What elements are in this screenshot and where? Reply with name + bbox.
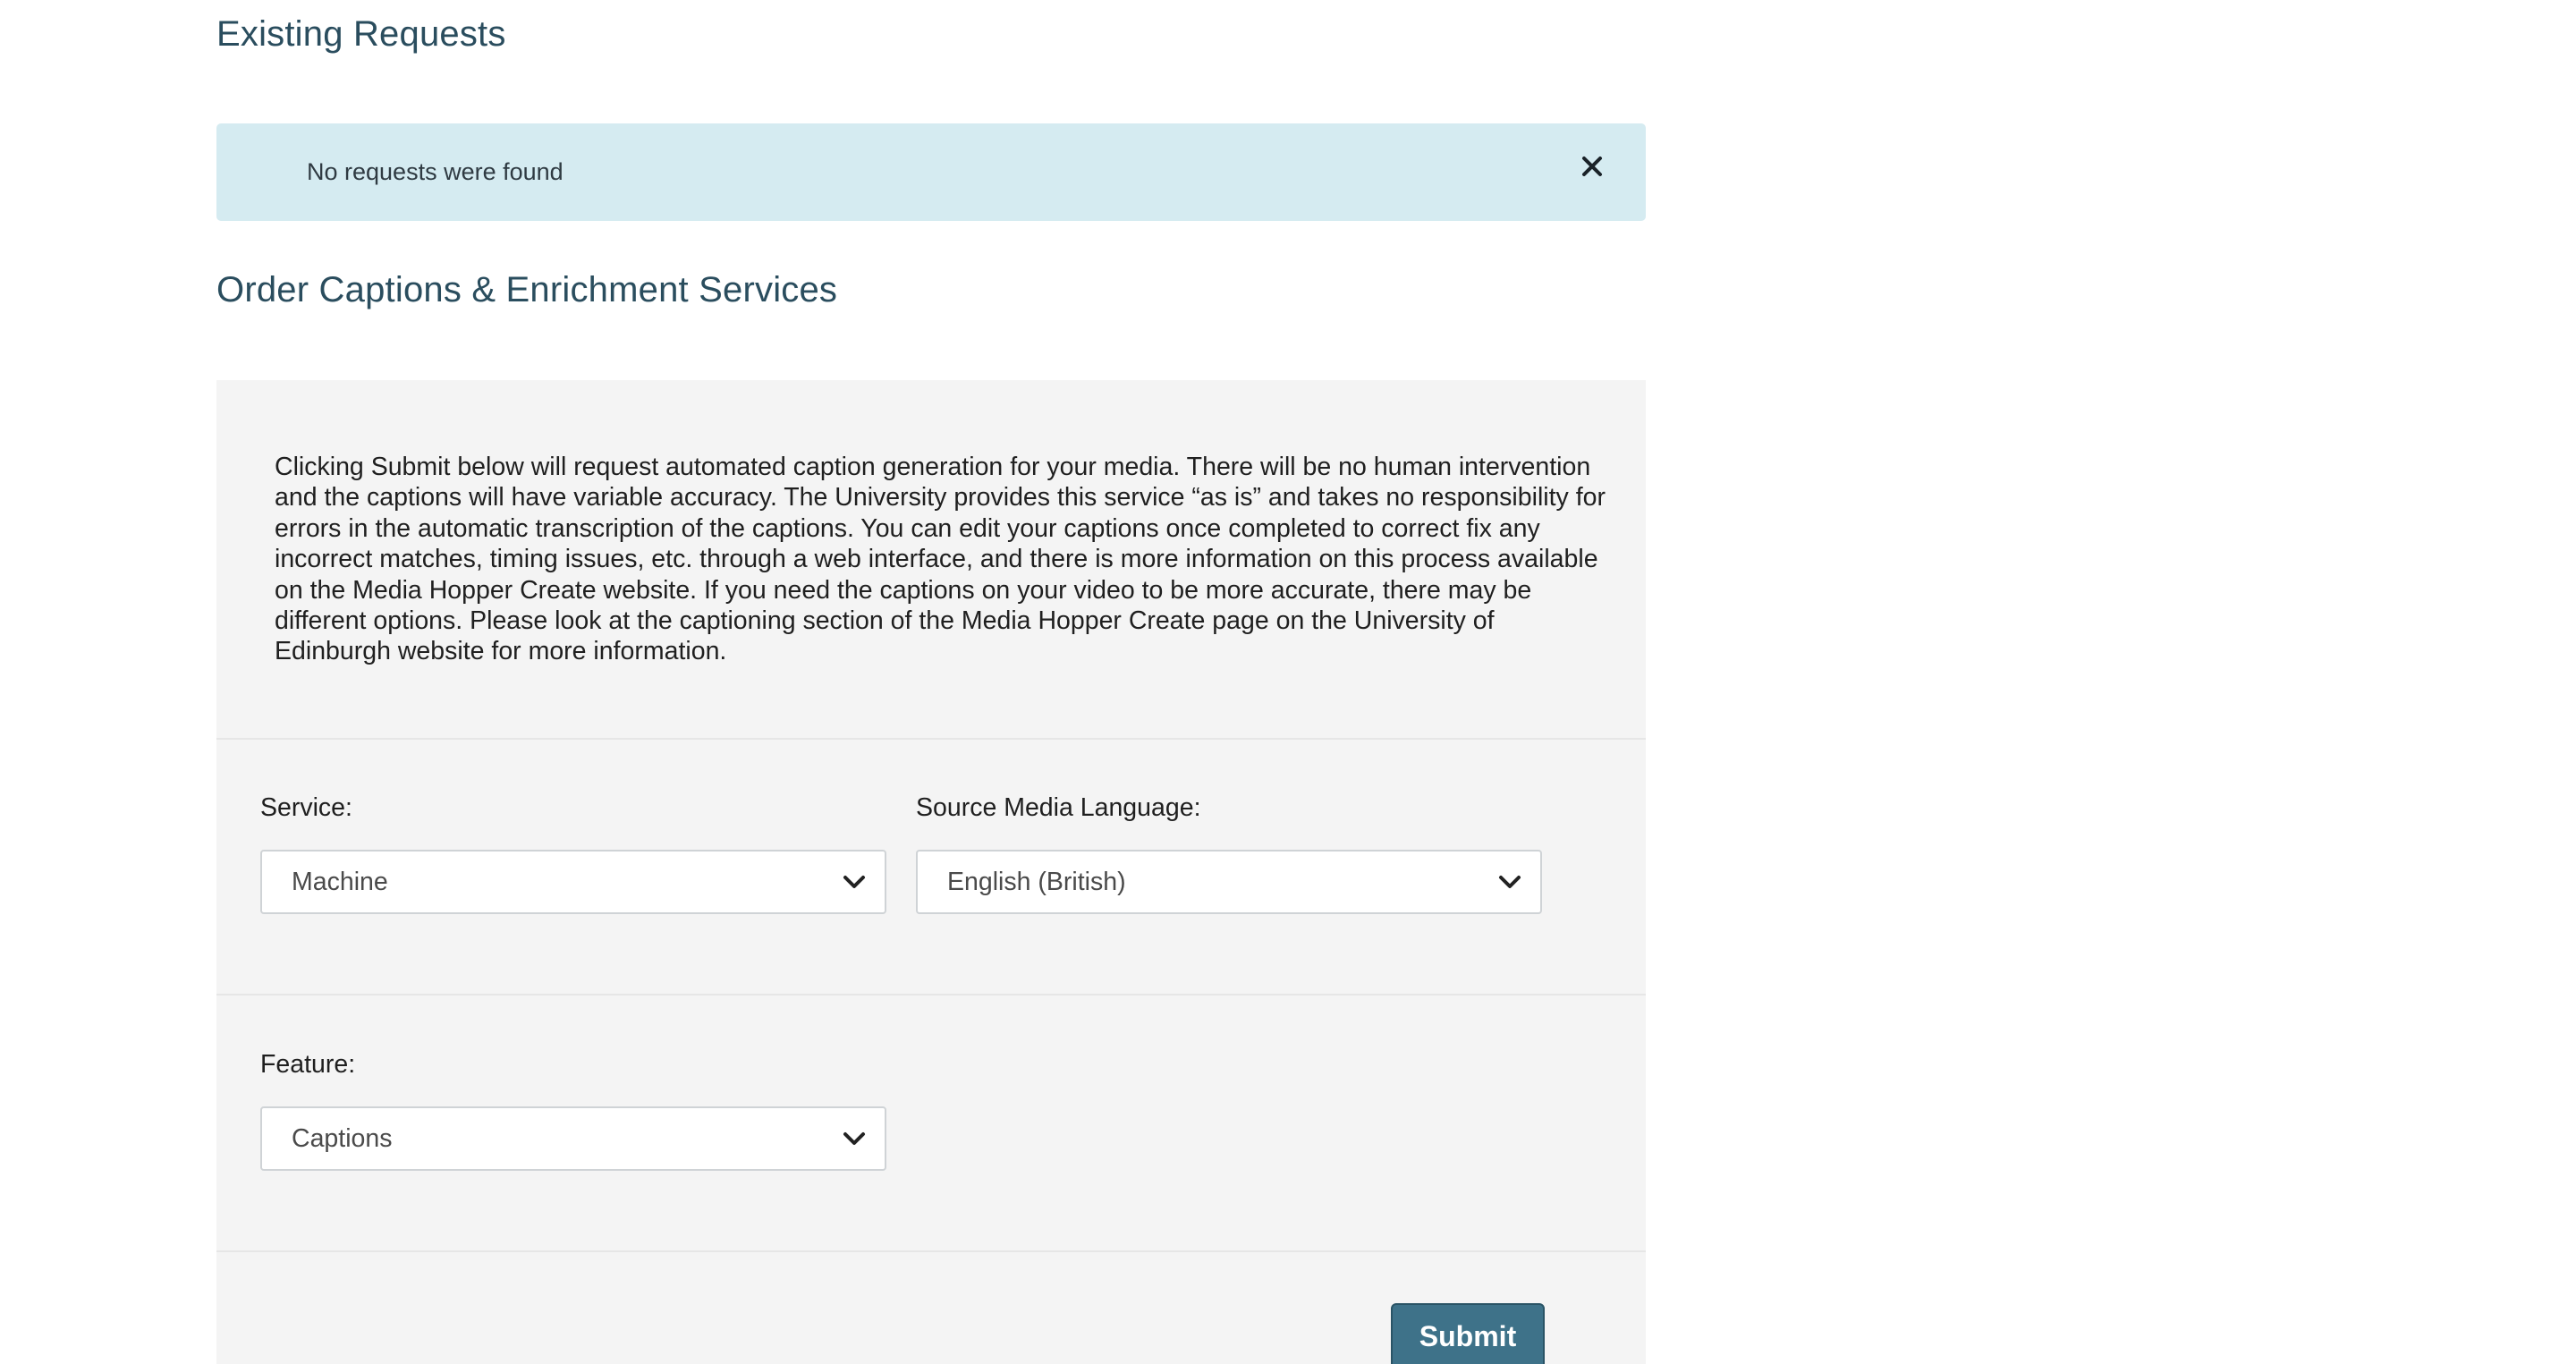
alert-message: No requests were found (307, 158, 564, 185)
chevron-down-icon (842, 1130, 867, 1148)
submit-button[interactable]: Submit (1391, 1303, 1545, 1364)
no-requests-alert (216, 123, 1646, 221)
divider (216, 738, 1646, 740)
source-language-label: Source Media Language: (916, 793, 1201, 822)
source-language-select[interactable] (916, 850, 1542, 914)
chevron-down-icon (1497, 873, 1522, 891)
feature-select[interactable] (260, 1106, 886, 1171)
chevron-down-icon (842, 873, 867, 891)
divider (216, 994, 1646, 995)
order-form-panel (216, 380, 1646, 1364)
order-captions-heading: Order Captions & Enrichment Services (216, 270, 838, 309)
service-select[interactable] (260, 850, 886, 914)
disclaimer-text: Clicking Submit below will request automated caption generation for your media. There will be no human intervention and the captions will have variable accuracy. The University provides this service “as is” and takes no responsibility for errors in the automatic transcription of the captions. You can edit your captions once completed to correct fix any incorrect matches, timing issues, etc. through a web interface, and there is more information on this process available on the Media Hopper Create website. If you need the captions on your video to be more accurate, there may be different options. Please look at the captioning section of the Media Hopper Create page on the University of Edinburgh website for more information. (275, 453, 1606, 666)
service-label: Service: (260, 793, 352, 822)
feature-select-value: Captions (292, 1124, 393, 1153)
divider (216, 1250, 1646, 1252)
feature-label: Feature: (260, 1050, 356, 1079)
source-language-select-value: English (British) (947, 868, 1126, 896)
close-icon[interactable] (1580, 154, 1605, 179)
existing-requests-heading: Existing Requests (216, 14, 506, 54)
service-select-value: Machine (292, 868, 388, 896)
